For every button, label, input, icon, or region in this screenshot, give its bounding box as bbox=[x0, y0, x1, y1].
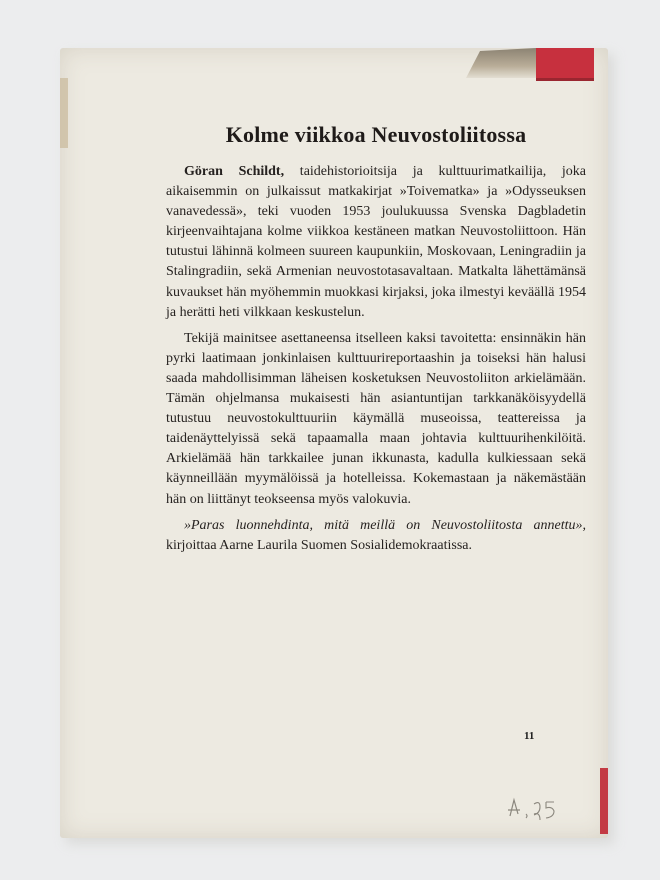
review-quote: »Paras luonnehdinta, mitä meillä on Neuvostoliitosta annettu», bbox=[184, 517, 586, 533]
blurb-paragraph-2 bbox=[166, 329, 586, 510]
paragraph-3-text: kirjoittaa Aarne Laurila Suomen Sosialidemokraatissa. bbox=[166, 537, 472, 553]
red-spine-top bbox=[536, 48, 594, 81]
author-name: Göran Schildt, bbox=[184, 164, 285, 179]
paragraph-1-text: taidehistorioitsija ja kulttuurimatkailija, joka aikaisemmin on julkaissut matkakirjat »Toivematka» ja »Odysseuksen vanavedessä», teki vuoden 1953 joulukuussa Svenska Dagbladetin kirjeenvaihtajana kolme viikkoa kestäneen matkan Neuvostoliittoon. Hän tutustui lähinnä kolmeen suureen kaupunkiin, Moskovaan, Leningradiin ja Stalingradiin, sekä Armenian neuvostotasavaltaan. Matkalta lähettämänsä kuvaukset hän myöhemmin muokkasi kirjaksi, joka ilmestyi keväällä 1954 ja herätti heti vilkkaan keskustelun. bbox=[166, 164, 586, 320]
red-spine-bottom bbox=[600, 768, 608, 834]
book-title: Kolme viikkoa Neuvostoliitossa bbox=[225, 122, 527, 147]
page-number: 11 bbox=[524, 730, 535, 742]
book-back-cover bbox=[60, 48, 608, 838]
paragraph-2-text: Tekijä mainitsee asettaneensa itselleen kaksi tavoitetta: ensinnäkin hän pyrki laatimaan jonkinlaisen kulttuurireportaashin ja toiseksi hän halusi saada mahdollisimman läheisen kosketuksen Neuvostoliiton arkielämään. Tämän ohjelmansa mukaisesti hän asiantuntijan tarkkanäköisyydellä tutustuu neuvostokulttuuriin käymällä museoissa, teattereissa ja taidenäyttelyissä sekä tapaamalla maan johtavia kulttuurihenkilöitä. Arkielämää hän tarkkailee junan ikkunasta, kadulla kulkiessaan sekä käynneillään myymälöissä ja hotelleissa. Kokemastaan ja näkemästään hän on liittänyt teokseensa myös valokuvia. bbox=[166, 330, 586, 507]
handwritten-price bbox=[504, 794, 564, 826]
cover-stain bbox=[60, 78, 68, 148]
blurb-paragraph-1 bbox=[166, 162, 586, 323]
blurb-text-block bbox=[166, 120, 586, 556]
blurb-paragraph-3 bbox=[166, 516, 586, 556]
torn-cover-corner bbox=[466, 48, 536, 78]
